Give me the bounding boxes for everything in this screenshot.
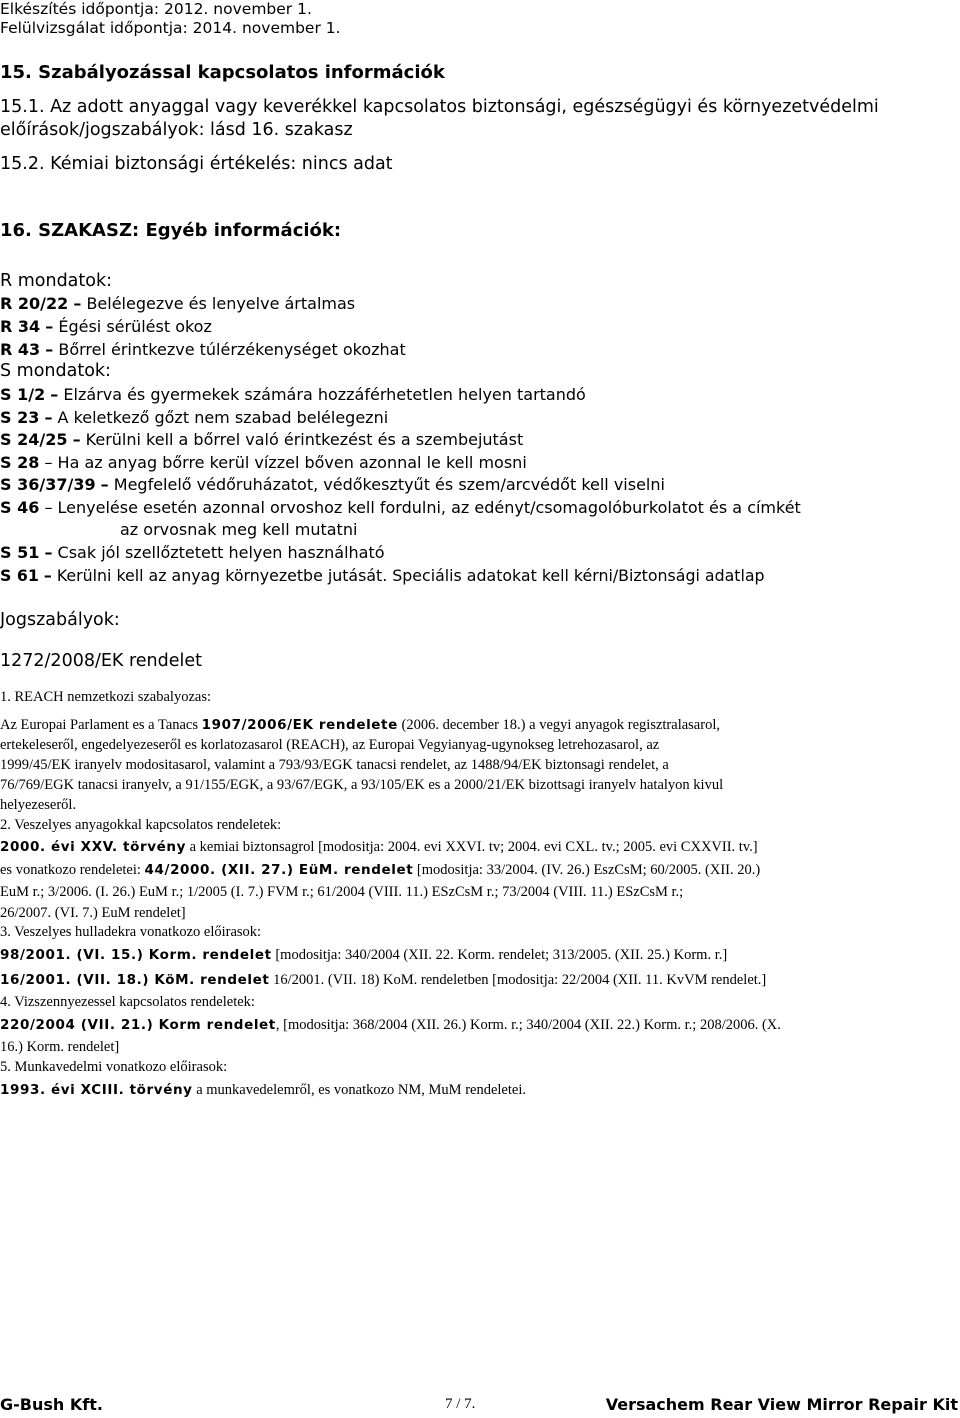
phrase-code: S 23 bbox=[0, 408, 40, 427]
s-phrases-heading: S mondatok: bbox=[0, 361, 111, 381]
s-phrase: S 23 – A keletkező gőzt nem szabad belélegezni bbox=[0, 408, 389, 427]
legal-3-title: 3. Veszelyes hulladekra vonatkozo előirasok: bbox=[0, 924, 262, 940]
phrase-text: Égési sérülést okoz bbox=[53, 317, 212, 336]
legal-2b-line3: 26/2007. (VI. 7.) EuM rendelet] bbox=[0, 905, 186, 921]
r-phrase: R 34 – Égési sérülést okoz bbox=[0, 317, 212, 336]
regulation-bold: 1993. évi XCIII. törvény bbox=[0, 1082, 193, 1098]
phrase-code: S 61 bbox=[0, 566, 39, 585]
section-15-1-line2: előírások/jogszabályok: lásd 16. szakasz bbox=[0, 120, 353, 140]
phrase-text: Megfelelő védőruházatot, védőkesztyűt és szem/arcvédőt kell viselni bbox=[108, 475, 665, 494]
phrase-code: S 36/37/39 bbox=[0, 475, 96, 494]
revised-date: Felülvizsgálat időpontja: 2014. november 1. bbox=[0, 19, 341, 37]
footer-company: G-Bush Kft. bbox=[0, 1395, 103, 1414]
legal-3a: 98/2001. (VI. 15.) Korm. rendelet [modositja: 340/2004 (XII. 22. Korm. rendelet; 313/2005. (XII. 25.) Korm. r.] bbox=[0, 947, 728, 963]
legal-5-title: 5. Munkavedelmi vonatkozo előirasok: bbox=[0, 1059, 228, 1075]
created-date: Elkészítés időpontja: 2012. november 1. bbox=[0, 0, 312, 18]
s-phrase: S 1/2 – Elzárva és gyermekek számára hozzáférhetetlen helyen tartandó bbox=[0, 385, 586, 404]
section-15-2: 15.2. Kémiai biztonsági értékelés: nincs adat bbox=[0, 154, 393, 174]
jogszabalyok-heading: Jogszabályok: bbox=[0, 610, 120, 630]
phrase-text: Bőrrel érintkezve túlérzékenységet okozhat bbox=[53, 340, 406, 359]
s-phrase bbox=[0, 497, 801, 519]
regulation-reference: 1272/2008/EK rendelet bbox=[0, 651, 202, 671]
section-16-title: 16. SZAKASZ: Egyéb információk: bbox=[0, 220, 342, 241]
footer-product: Versachem Rear View Mirror Repair Kit bbox=[605, 1395, 958, 1414]
phrase-code: S 51 bbox=[0, 543, 40, 562]
legal-1-line2: ertekeleseről, engedelyezeseről es korlatozasarol (REACH), az Europai Vegyianyag-ugynokseg letrehozasarol, az bbox=[0, 737, 660, 753]
phrase-code: S 46 bbox=[0, 498, 40, 517]
phrase-text: – Lenyelése esetén azonnal orvoshoz kell fordulni, az edényt/csomagolóburkolatot és a címkét bbox=[39, 498, 801, 517]
phrase-code: S 1/2 bbox=[0, 385, 46, 404]
legal-2b-line2: EuM r.; 3/2006. (I. 26.) EuM r.; 1/2005 (I. 7.) FVM r.; 61/2004 (VIII. 11.) ESzCsM r.; 73/2004 (VIII. 11.) ESzCsM r.; bbox=[0, 884, 684, 900]
phrase-text: Kerülni kell az anyag környezetbe jutását. Speciális adatokat kell kérni/Biztonsági adatlap bbox=[51, 566, 765, 585]
legal-4-line2: 16.) Korm. rendelet] bbox=[0, 1039, 120, 1055]
legal-5-line1: 1993. évi XCIII. törvény a munkavedelemről, es vonatkozo NM, MuM rendeletei. bbox=[0, 1082, 526, 1098]
phrase-text: Kerülni kell a bőrrel való érintkezést és a szembejutást bbox=[80, 430, 524, 449]
footer-page-number: 7 / 7. bbox=[445, 1396, 476, 1412]
legal-1-line5: helyezeseről. bbox=[0, 797, 77, 813]
r-phrases-heading: R mondatok: bbox=[0, 271, 112, 291]
regulation-bold: 98/2001. (VI. 15.) Korm. rendelet bbox=[0, 947, 272, 963]
phrase-code: S 28 bbox=[0, 453, 40, 472]
phrase-text: Csak jól szellőztetett helyen használható bbox=[52, 543, 385, 562]
legal-1-line3: 1999/45/EK iranyelv modositasarol, valamint a 793/93/EGK tanacsi rendelet, az 1488/94/EK biztonsagi rendelet, a bbox=[0, 757, 669, 773]
r-phrase: R 43 – Bőrrel érintkezve túlérzékenységet okozhat bbox=[0, 340, 406, 359]
regulation-bold: 1907/2006/EK rendelete bbox=[201, 717, 398, 733]
s-phrase: S 36/37/39 – Megfelelő védőruházatot, védőkesztyűt és szem/arcvédőt kell viselni bbox=[0, 475, 665, 494]
phrase-code: R 20/22 bbox=[0, 294, 69, 313]
legal-2-title: 2. Veszelyes anyagokkal kapcsolatos rendeletek: bbox=[0, 817, 282, 833]
legal-2b-line1: es vonatkozo rendeletei: 44/2000. (XII. 27.) EüM. rendelet [modositja: 33/2004. (IV. 26.) EszCsM; 60/2005. (XII. 20.) bbox=[0, 862, 761, 878]
regulation-bold: 2000. évi XXV. törvény bbox=[0, 839, 186, 855]
phrase-text: Belélegezve és lenyelve ártalmas bbox=[81, 294, 356, 313]
s-phrase: S 24/25 – Kerülni kell a bőrrel való érintkezést és a szembejutást bbox=[0, 430, 524, 449]
section-15-1-line1: 15.1. Az adott anyaggal vagy keverékkel kapcsolatos biztonsági, egészségügyi és környezetvédelmi bbox=[0, 97, 879, 117]
r-phrase: R 20/22 – Belélegezve és lenyelve ártalmas bbox=[0, 294, 356, 313]
legal-1-title: 1. REACH nemzetkozi szabalyozas: bbox=[0, 689, 211, 705]
phrase-code: R 43 bbox=[0, 340, 41, 359]
phrase-text: – Ha az anyag bőrre kerül vízzel bőven azonnal le kell mosni bbox=[39, 453, 527, 472]
phrase-text: A keletkező gőzt nem szabad belélegezni bbox=[52, 408, 389, 427]
phrase-code: S 24/25 bbox=[0, 430, 68, 449]
s-phrase: S 51 – Csak jól szellőztetett helyen használható bbox=[0, 543, 385, 562]
legal-4-line1: 220/2004 (VII. 21.) Korm rendelet, [modositja: 368/2004 (XII. 26.) Korm. r.; 340/2004 (XII. 22.) Korm. r.; 208/2006. (X. bbox=[0, 1017, 781, 1033]
legal-3b: 16/2001. (VII. 18.) KöM. rendelet 16/2001. (VII. 18) KoM. rendeletben [modositja: 22/2004 (XII. 11. KvVM rendelet.] bbox=[0, 972, 767, 988]
legal-2a: 2000. évi XXV. törvény a kemiai biztonsagrol [modositja: 2004. evi XXVI. tv; 2004. evi CXL. tv.; 2005. evi CXXVII. tv.] bbox=[0, 839, 758, 855]
phrase-code: R 34 bbox=[0, 317, 41, 336]
section-15-title: 15. Szabályozással kapcsolatos információk bbox=[0, 62, 445, 83]
regulation-bold: 16/2001. (VII. 18.) KöM. rendelet bbox=[0, 972, 270, 988]
s-phrase: S 61 – Kerülni kell az anyag környezetbe jutását. Speciális adatokat kell kérni/Biztonsági adatlap bbox=[0, 566, 765, 585]
legal-1-line1: Az Europai Parlament es a Tanacs 1907/2006/EK rendelete (2006. december 18.) a vegyi anyagok regisztralasarol, bbox=[0, 717, 720, 733]
legal-4-title: 4. Vizszennyezessel kapcsolatos rendeletek: bbox=[0, 994, 255, 1010]
phrase-text: Elzárva és gyermekek számára hozzáférhetetlen helyen tartandó bbox=[58, 385, 586, 404]
regulation-bold: 44/2000. (XII. 27.) EüM. rendelet bbox=[144, 862, 414, 878]
s-phrase bbox=[0, 452, 527, 474]
regulation-bold: 220/2004 (VII. 21.) Korm rendelet bbox=[0, 1017, 276, 1033]
legal-1-line4: 76/769/EGK tanacsi iranyelv, a 91/155/EGK, a 93/67/EGK, a 93/105/EK es a 2000/21/EK bizottsagi iranyelv hatalyon kivul bbox=[0, 777, 724, 793]
s-phrase-continuation: az orvosnak meg kell mutatni bbox=[120, 520, 358, 539]
